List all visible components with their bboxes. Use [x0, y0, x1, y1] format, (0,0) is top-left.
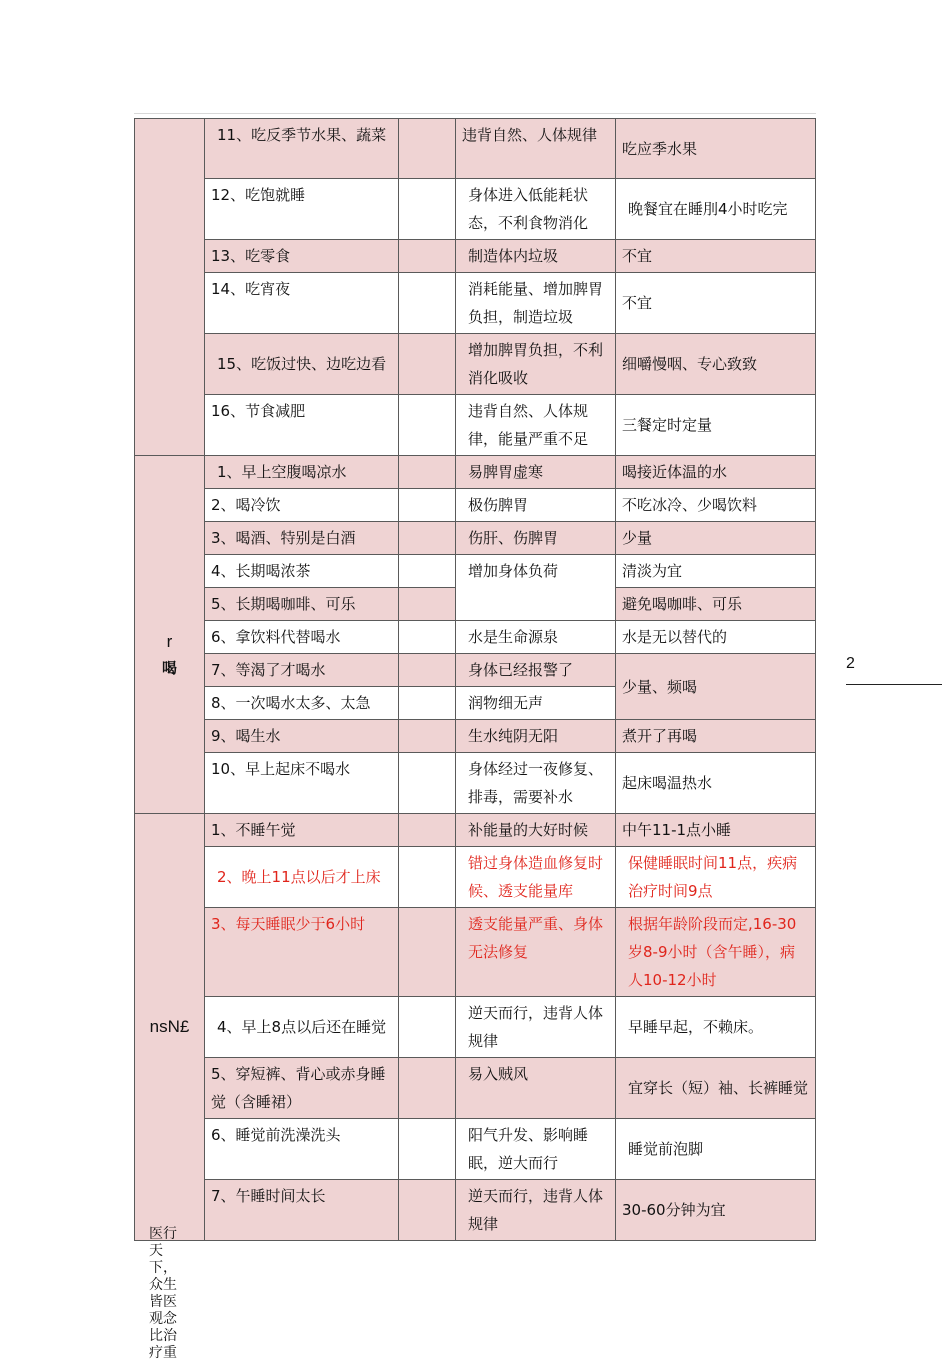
blank-cell: [399, 997, 456, 1058]
reason-cell: 身体进入低能耗状态，不利食物消化: [456, 179, 616, 240]
advice-cell: 喝接近体温的水: [616, 456, 816, 489]
category-sleep-label: nsN£: [149, 1017, 190, 1036]
advice-cell: 宜穿长（短）袖、长裤睡觉: [616, 1058, 816, 1119]
advice-cell: 避免喝咖啡、可乐: [616, 588, 816, 621]
blank-cell: [399, 588, 456, 621]
page-number-rule: [846, 684, 942, 685]
habit-cell: 7、等渴了才喝水: [205, 654, 399, 687]
reason-cell: 伤肝、伤脾胃: [456, 522, 616, 555]
blank-cell: [399, 654, 456, 687]
category-drink: [135, 456, 205, 814]
habit-cell: 9、喝生水: [205, 720, 399, 753]
blank-cell: [399, 240, 456, 273]
habit-cell: 1、早上空腹喝凉水: [205, 456, 399, 489]
category-drink-label: 喝: [161, 658, 177, 677]
advice-cell: 不宜: [616, 273, 816, 334]
advice-cell: 起床喝温热水: [616, 753, 816, 814]
footer-note: 医行天下，众生皆医观念比治疗重: [149, 1226, 177, 1361]
blank-cell: [399, 179, 456, 240]
habit-cell: 10、早上起床不喝水: [205, 753, 399, 814]
habit-cell: 3、喝酒、特别是白酒: [205, 522, 399, 555]
reason-cell: 润物细无声: [456, 687, 616, 720]
blank-cell: [399, 908, 456, 997]
reason-cell: 身体经过一夜修复、排毒，需要补水: [456, 753, 616, 814]
habit-cell: 4、长期喝浓茶: [205, 555, 399, 588]
reason-cell: 增加身体负荷: [456, 555, 616, 621]
reason-cell: 易脾胃虚寒: [456, 456, 616, 489]
reason-cell: 逆天而行，违背人体规律: [456, 997, 616, 1058]
reason-cell: 错过身体造血修复时候、透支能量库: [456, 847, 616, 908]
blank-cell: [399, 395, 456, 456]
habit-cell: 5、穿短裤、背心或赤身睡觉（含睡裙）: [205, 1058, 399, 1119]
habit-cell: 6、睡觉前洗澡洗头: [205, 1119, 399, 1180]
category-sleep: [135, 814, 205, 1241]
reason-cell: 身体已经报警了: [456, 654, 616, 687]
category-drink-mark: r: [166, 631, 173, 651]
blank-cell: [399, 456, 456, 489]
habit-cell: 7、午睡时间太长: [205, 1180, 399, 1241]
habit-cell: 1、不睡午觉: [205, 814, 399, 847]
reason-cell: 消耗能量、增加脾胃负担，制造垃圾: [456, 273, 616, 334]
habit-cell: 11、吃反季节水果、蔬菜: [205, 119, 399, 179]
advice-cell: 水是无以替代的: [616, 621, 816, 654]
advice-cell: 少量: [616, 522, 816, 555]
advice-cell: 细嚼慢咽、专心致致: [616, 334, 816, 395]
blank-cell: [399, 334, 456, 395]
habit-cell: 2、喝冷饮: [205, 489, 399, 522]
blank-cell: [399, 1119, 456, 1180]
reason-cell: 透支能量严重、身体无法修复: [456, 908, 616, 997]
advice-cell: 早睡早起，不赖床。: [616, 997, 816, 1058]
advice-cell: 睡觉前泡脚: [616, 1119, 816, 1180]
blank-cell: [399, 489, 456, 522]
advice-cell: 根据年龄阶段而定,16-30岁8-9小时（含午睡），病人10-12小时: [616, 908, 816, 997]
blank-cell: [399, 753, 456, 814]
reason-cell: 违背自然、人体规律，能量严重不足: [456, 395, 616, 456]
habit-cell: 8、一次喝水太多、太急: [205, 687, 399, 720]
advice-cell: 中午11-1点小睡: [616, 814, 816, 847]
reason-cell: 阳气升发、影响睡眠，逆大而行: [456, 1119, 616, 1180]
reason-cell: 增加脾胃负担，不利消化吸收: [456, 334, 616, 395]
blank-cell: [399, 1180, 456, 1241]
advice-cell: 少量、频喝: [616, 654, 816, 720]
top-rule: [134, 113, 816, 114]
habit-cell: 4、早上8点以后还在睡觉: [205, 997, 399, 1058]
blank-cell: [399, 847, 456, 908]
reason-cell: 逆天而行，违背人体规律: [456, 1180, 616, 1241]
habit-cell: 14、吃宵夜: [205, 273, 399, 334]
reason-cell: 极伤脾胃: [456, 489, 616, 522]
advice-cell: 煮开了再喝: [616, 720, 816, 753]
habit-cell: 3、每天睡眠少于6小时: [205, 908, 399, 997]
blank-cell: [399, 273, 456, 334]
reason-cell: 生水纯阴无阳: [456, 720, 616, 753]
blank-cell: [399, 621, 456, 654]
blank-cell: [399, 687, 456, 720]
habit-cell: 5、长期喝咖啡、可乐: [205, 588, 399, 621]
blank-cell: [399, 555, 456, 588]
advice-cell: 吃应季水果: [616, 119, 816, 179]
habits-table: [134, 118, 816, 1241]
habit-cell: 6、拿饮料代替喝水: [205, 621, 399, 654]
habit-cell: 13、吃零食: [205, 240, 399, 273]
reason-cell: 违背自然、人体规律: [456, 119, 616, 179]
blank-cell: [399, 522, 456, 555]
category-eat: [135, 119, 205, 456]
habit-cell: 15、吃饭过快、边吃边看: [205, 334, 399, 395]
habit-cell: 12、吃饱就睡: [205, 179, 399, 240]
advice-cell: 不宜: [616, 240, 816, 273]
reason-cell: 水是生命源泉: [456, 621, 616, 654]
blank-cell: [399, 119, 456, 179]
reason-cell: 易入贼风: [456, 1058, 616, 1119]
habit-cell: 2、晚上11点以后才上床: [205, 847, 399, 908]
advice-cell: 不吃冰冷、少喝饮料: [616, 489, 816, 522]
reason-cell: 制造体内垃圾: [456, 240, 616, 273]
advice-cell: 保健睡眠时间11点，疾病治疗时间9点: [616, 847, 816, 908]
blank-cell: [399, 1058, 456, 1119]
blank-cell: [399, 720, 456, 753]
page-number: 2: [846, 655, 855, 672]
blank-cell: [399, 814, 456, 847]
advice-cell: 清淡为宜: [616, 555, 816, 588]
advice-cell: 三餐定时定量: [616, 395, 816, 456]
reason-cell: 补能量的大好时候: [456, 814, 616, 847]
habit-cell: 16、节食减肥: [205, 395, 399, 456]
advice-cell: 30-60分钟为宜: [616, 1180, 816, 1241]
advice-cell: 晚餐宜在睡刖4小时吃完: [616, 179, 816, 240]
